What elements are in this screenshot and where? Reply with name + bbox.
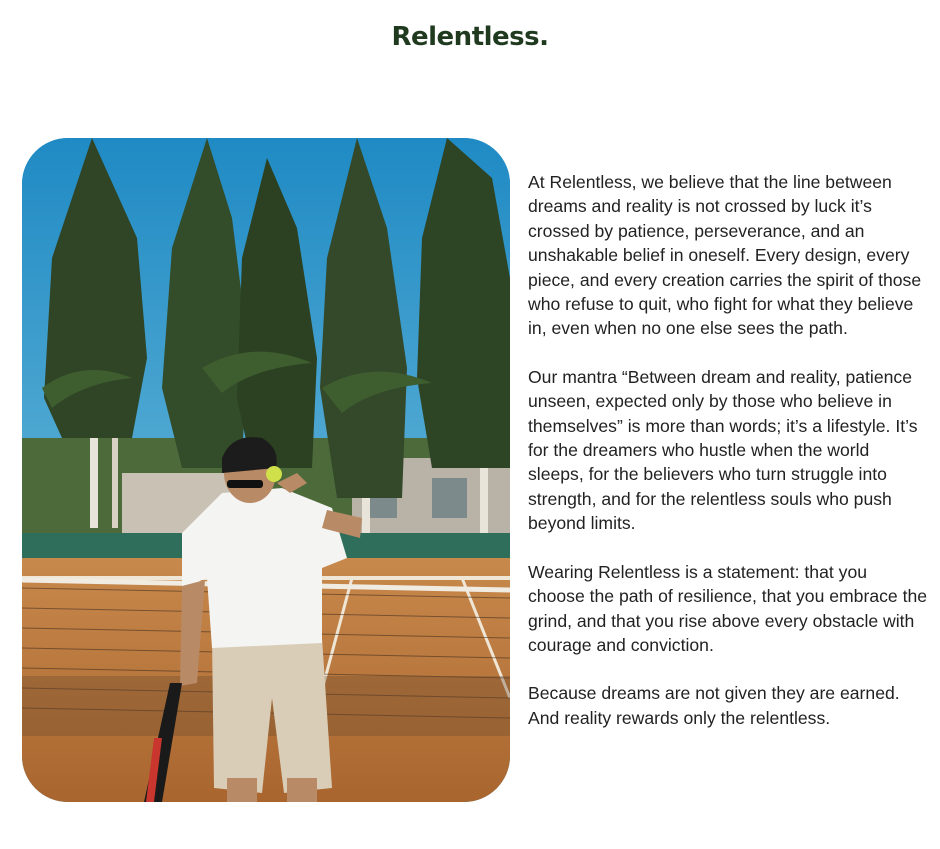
brand-story	[528, 170, 928, 730]
page-title: Relentless.	[391, 22, 549, 52]
tennis-player-illustration	[22, 138, 510, 802]
story-paragraph-3: Wearing Relentless is a statement: that you choose the path of resilience, that you embrace the grind, and that you rise above every obstacle with courage and conviction.	[528, 561, 928, 655]
story-paragraph-2: Our mantra “Between dream and reality, patience unseen, expected only by those who believe in themselves” is more than words; it’s a lifestyle. It’s for the dreamers who hustle when the world sleeps, for the believers who turn struggle into strength, and for the relentless souls who push beyond limits.	[528, 366, 918, 534]
hero-photo	[22, 138, 510, 802]
story-paragraph-1: At Relentless, we believe that the line between dreams and reality is not crossed by luck it’s crossed by patience, perseverance, and an unshakable belief in oneself. Every design, every piece, and every creation carries the spirit of those who refuse to quit, who fight for what they believe in, even when no one else sees the path.	[528, 172, 922, 339]
story-paragraph-4: Because dreams are not given they are earned. And reality rewards only the relentless.	[528, 683, 900, 728]
